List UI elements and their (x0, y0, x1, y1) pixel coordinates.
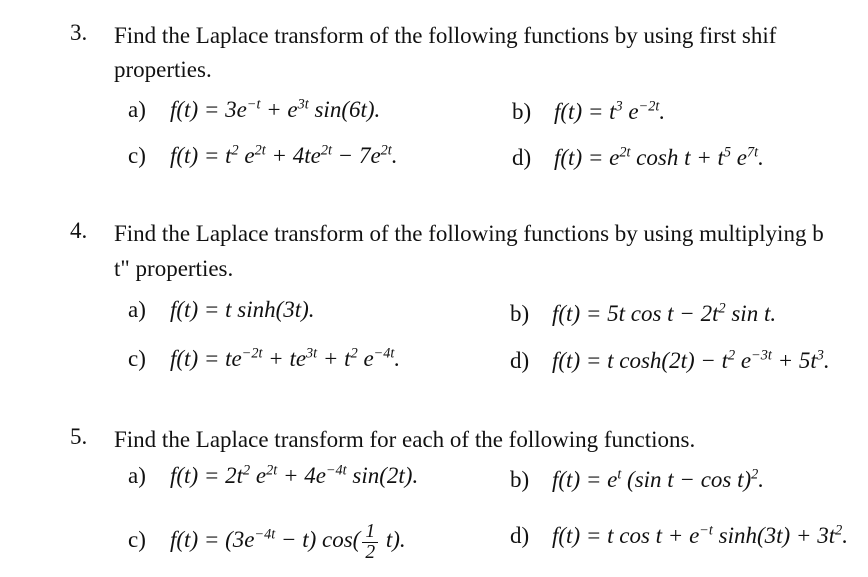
question-number: 3. (70, 20, 88, 45)
part-label: c) (128, 527, 146, 553)
part-expression: $f(t) = te^{-2t} + te^{3t} + t^2$ $e^{-4t}$. (170, 345, 401, 371)
part-label: b) (510, 300, 530, 326)
part-b (510, 300, 776, 327)
part-label: d) (512, 144, 532, 170)
part-label: b) (512, 98, 532, 124)
part-expression: $f(t) = (3e^{-4t} - t)$ cos( $\frac{1}{2}$ t). (170, 521, 406, 563)
question-continuation: properties. (114, 57, 212, 82)
part-d (512, 144, 764, 171)
part-a (128, 96, 380, 123)
part-expression: $f(t) = t^2$ $e^{2t} + 4te^{2t} - 7e^{2t}$. (170, 142, 398, 168)
question-continuation: t" properties. (114, 256, 234, 281)
part-a (128, 297, 315, 323)
part-label: b) (510, 466, 530, 492)
part-expression: $f(t) = 2t^2$ $e^{2t} + 4e^{-4t}$ sin(2t). (170, 462, 419, 488)
part-expression: f(t) = t $\cosh(2t) - t^2$ $e^{-3t} + 5t^3$. (552, 347, 830, 373)
question-text: Find the Laplace transform for each of the following functions. (114, 427, 696, 452)
part-label: d) (510, 522, 530, 548)
part-label: d) (510, 347, 530, 373)
part-label: c) (128, 345, 146, 371)
part-a (128, 462, 418, 489)
question-text: Find the Laplace transform of the following functions by using multiplying b (114, 221, 824, 246)
part-b (510, 466, 764, 493)
question-number: 5. (70, 424, 88, 449)
part-expression: f(t) = 5t $\cos t - 2t^2$ sin t. (552, 300, 777, 326)
part-label: a) (128, 462, 146, 488)
part-d (510, 522, 848, 549)
part-expression: $f(t) = e^{2t}$ $\cosh t + t^5$ $e^{7t}$. (554, 144, 764, 170)
part-label: a) (128, 96, 146, 122)
part-label: a) (128, 297, 146, 322)
part-expression: $f(t) = 3e^{-t} + e^{3t}$ sin(6t). (170, 96, 381, 122)
question-text: Find the Laplace transform of the following functions by using first shif (114, 23, 777, 48)
part-b (512, 98, 665, 125)
part-c (128, 522, 406, 562)
part-c (128, 345, 400, 372)
part-label: c) (128, 142, 146, 168)
question-number: 4. (70, 218, 88, 243)
part-expression: f(t) = t sinh(3t). (170, 297, 315, 322)
part-expression: $f(t) = t^3$ $e^{-2t}$. (554, 98, 666, 124)
part-d (510, 347, 830, 374)
part-expression: $f(t) = e^t$ (sin t − cos t)$^2$. (552, 466, 765, 492)
part-c (128, 142, 398, 169)
part-expression: f(t) = t $\cos t + e^{-t}$ $\sinh(3t) + 3t^2$. (552, 522, 848, 548)
